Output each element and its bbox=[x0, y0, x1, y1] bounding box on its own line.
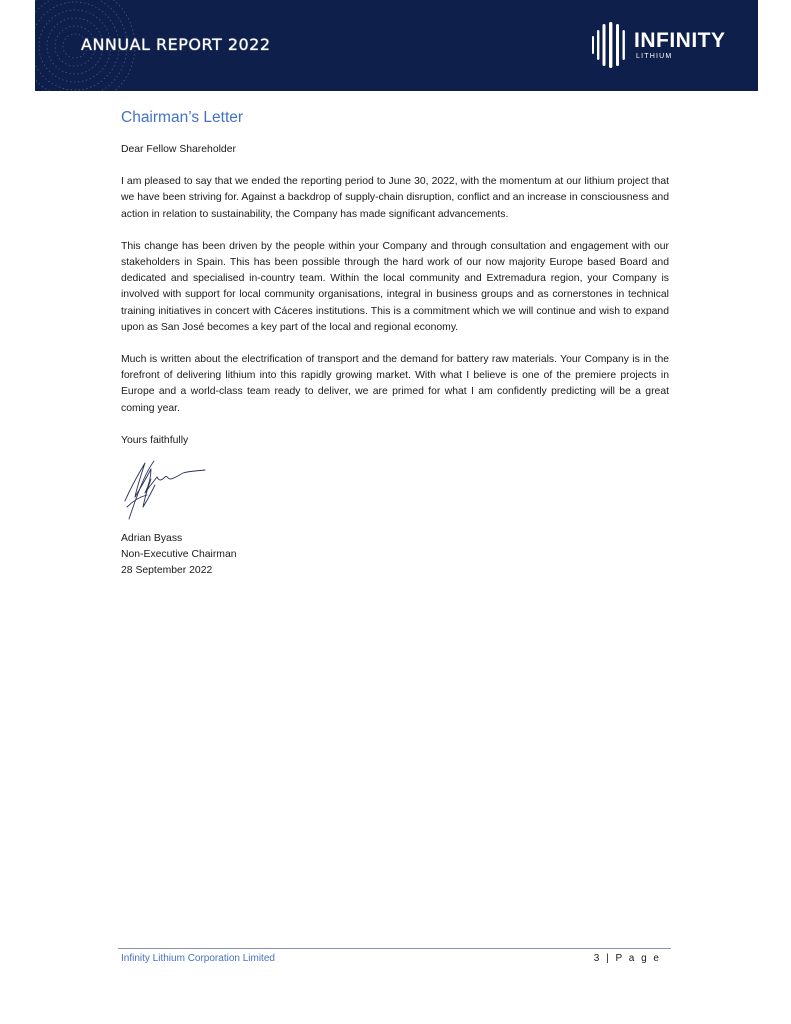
page-number: 3 | P a g e bbox=[593, 953, 661, 964]
paragraph-1: I am pleased to say that we ended the reporting period to June 30, 2022, with the momentum at our lithium project that we have been striving for. Against a backdrop of supply-chain disruption, conflict and an increase in consciousness and action in relation to sustainability, the Company has made significant advancements. bbox=[121, 176, 669, 220]
handwritten-signature bbox=[121, 457, 221, 525]
report-title: ANNUAL REPORT 2022 bbox=[81, 35, 271, 54]
page-title: Chairman’s Letter bbox=[121, 109, 244, 126]
closing: Yours faithfully bbox=[121, 434, 189, 446]
signatory-title: Non-Executive Chairman bbox=[121, 549, 237, 561]
paragraph-3: Much is written about the electrification of transport and the demand for battery raw materials. Your Company is in the forefront of delivering lithium into this rapidly growing market. With what I believe is one of the premiere projects in Europe and a world-class team ready to deliver, we are primed for what I am confidently predicting will be a great coming year. bbox=[121, 354, 669, 414]
salutation: Dear Fellow Shareholder bbox=[121, 144, 236, 155]
signatory-name: Adrian Byass bbox=[121, 533, 183, 545]
footer-company: Infinity Lithium Corporation Limited bbox=[121, 953, 275, 964]
header-banner bbox=[35, 0, 758, 91]
logo-submark: LITHIUM bbox=[636, 53, 673, 60]
letter-date: 28 September 2022 bbox=[121, 565, 213, 577]
logo-wordmark: INFINITY bbox=[634, 29, 726, 52]
paragraph-2: This change has been driven by the people within your Company and through consultation and engagement with our stakeholders in Spain. This has been possible through the hard work of our now majority Europe based Board and dedicated and specialised in-country team. Within the local community and Extremadura region, your Company is involved with support for local community organisations, integral in business groups and as cornerstones in technical training initiatives in concert with Cáceres institutions. This is a commitment which we will continue and wish to expand upon as San José becomes a key part of the local and regional economy. bbox=[121, 240, 669, 333]
footer-divider bbox=[118, 948, 671, 949]
letter-body bbox=[121, 108, 669, 580]
logo-bars-icon bbox=[590, 20, 632, 70]
